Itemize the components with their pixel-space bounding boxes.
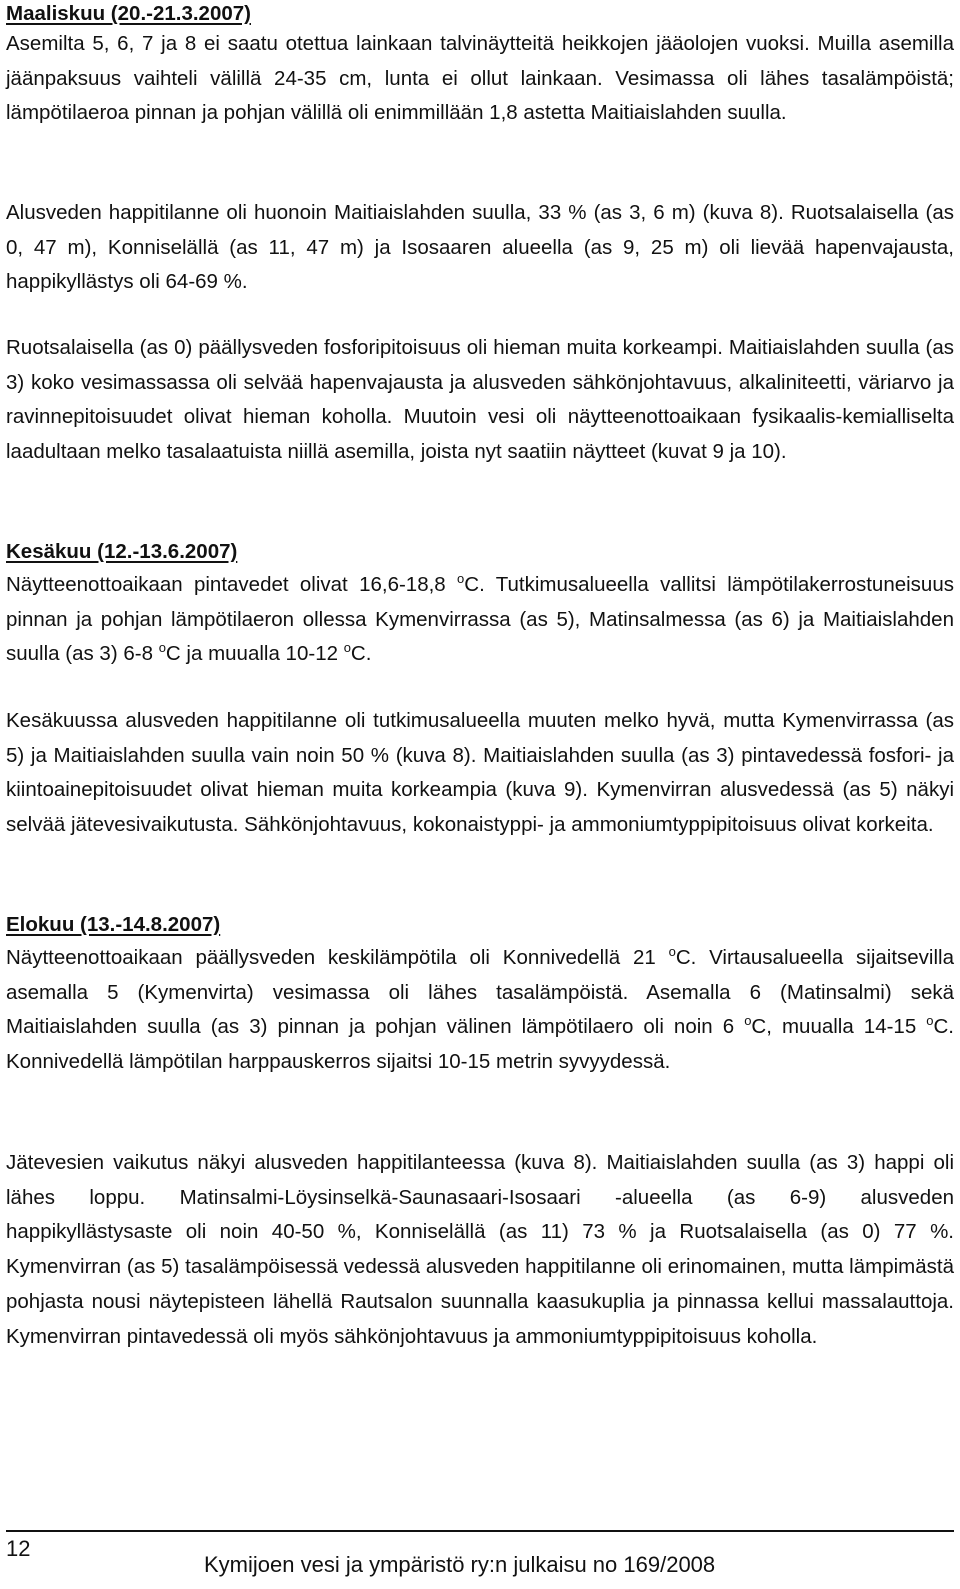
degree-symbol: o [744,1013,752,1029]
paragraph-elokuu-1: Näytteenottoaikaan päällysveden keskilämpötila oli Konnivedellä 21 $^o$C. Virtausalueella sijaitsevilla asemalla 5 (Kymenvirta) vesimassa oli lähes tasalämpöistä. Asemalla 6 (Matinsalmi) sekä Maitiaislahden suulla (as 3) pinnan ja pohjan välinen lämpötilaero oli noin 6 $^o$C, muualla 14-15 $^o$C. Konnivedellä lämpötilan harppauskerros sijaitsi 10-15 metrin syvyydessä. [6,944,954,1074]
paragraph-kesakuu-2: Kesäkuussa alusveden happitilanne oli tutkimusalueella muuten melko hyvä, mutta Kymenvirrassa (as 5) ja Maitiaislahden suulla vain noin 50 % (kuva 8). Maitiaislahden suulla (as 3) pintavedessä fosfori- ja kiintoainepitoisuudet olivat hieman muita korkeampia (kuva 9). Kymenvirran alusvedessä (as 5) näkyi selvää jätevesivaikutusta. Sähkönjohtavuus, kokonaistyppi- ja ammoniumtyppipitoisuus olivat korkeita. [6,709,954,837]
paragraph-kesakuu-1: Näytteenottoaikaan pintavedet olivat 16,6-18,8 $^o$C. Tutkimusalueella vallitsi lämpötilakerrostuneisuus pinnan ja pohjan lämpötilaeron ollessa Kymenvirrassa (as 5), Matinsalmessa (as 6) ja Maitiaislahden suulla (as 3) 6-8 $^o$C ja muualla 10-12 $^o$C. [6,571,954,666]
paragraph-maaliskuu-2: Alusveden happitilanne oli huonoin Maitiaislahden suulla, 33 % (as 3, 6 m) (kuva 8). Ruotsalaisella (as 0, 47 m), Konniselällä (as 11, 47 m) ja Isosaaren alueella (as 9, 25 m) oli lievää hapenvajausta, happikyllästys oli 64-69 %. [6,201,954,294]
footer-publication: Kymijoen vesi ja ympäristö ry:n julkaisu no 169/2008 [204,1552,716,1577]
degree-symbol: o [343,640,351,656]
section-heading-kesakuu: Kesäkuu (12.-13.6.2007) [6,540,238,563]
section-heading-maaliskuu: Maaliskuu (20.-21.3.2007) [6,2,251,25]
paragraph-maaliskuu-1: Asemilta 5, 6, 7 ja 8 ei saatu otettua lainkaan talvinäytteitä heikkojen jääolojen vuoksi. Muilla asemilla jäänpaksuus vaihteli välillä 24-35 cm, lunta ei ollut lainkaan. Vesimassa oli lähes tasalämpöistä; lämpötilaeroa pinnan ja pohjan välillä oli enimmillään 1,8 astetta Maitiaislahden suulla. [6,32,954,125]
section-heading-elokuu: Elokuu (13.-14.8.2007) [6,913,221,936]
paragraph-maaliskuu-3: Ruotsalaisella (as 0) päällysveden fosforipitoisuus oli hieman muita korkeampi. Maitiaislahden suulla (as 3) koko vesimassassa oli selvää hapenvajausta ja alusveden sähkönjohtavuus, alkaliniteetti, väriarvo ja ravinnepitoisuudet olivat hieman koholla. Muutoin vesi oli näytteenottoaikaan fysikaalis-kemialliselta laadultaan melko tasalaatuista niillä asemilla, joista nyt saatiin näytteet (kuvat 9 ja 10). [6,336,954,464]
degree-symbol: o [668,944,676,959]
paragraph-elokuu-2: Jätevesien vaikutus näkyi alusveden happitilanteessa (kuva 8). Maitiaislahden suulla (as 3) happi oli lähes loppu. Matinsalmi-Löysinselkä-Saunasaari-Isosaari -alueella (as 6-9) alusveden happikyllästysaste oli noin 40-50 %, Konniselällä (as 11) 73 % ja Ruotsalaisella (as 0) 77 %. Kymenvirran (as 5) tasalämpöisessä vedessä alusveden happitilanne oli erinomainen, mutta lämpimästä pohjasta nousi näytepisteen lähellä Rautsalon suunnalla kaasukuplia ja pinnassa kellui massalauttoja. Kymenvirran pintavedessä oli myös sähkönjohtavuus ja ammoniumtyppipitoisuus koholla. [6,1151,954,1348]
degree-symbol: o [158,640,166,656]
degree-symbol: o [926,1013,934,1029]
footer-divider [6,1530,954,1532]
page-number: 12 [6,1536,31,1561]
degree-symbol: o [457,571,465,586]
